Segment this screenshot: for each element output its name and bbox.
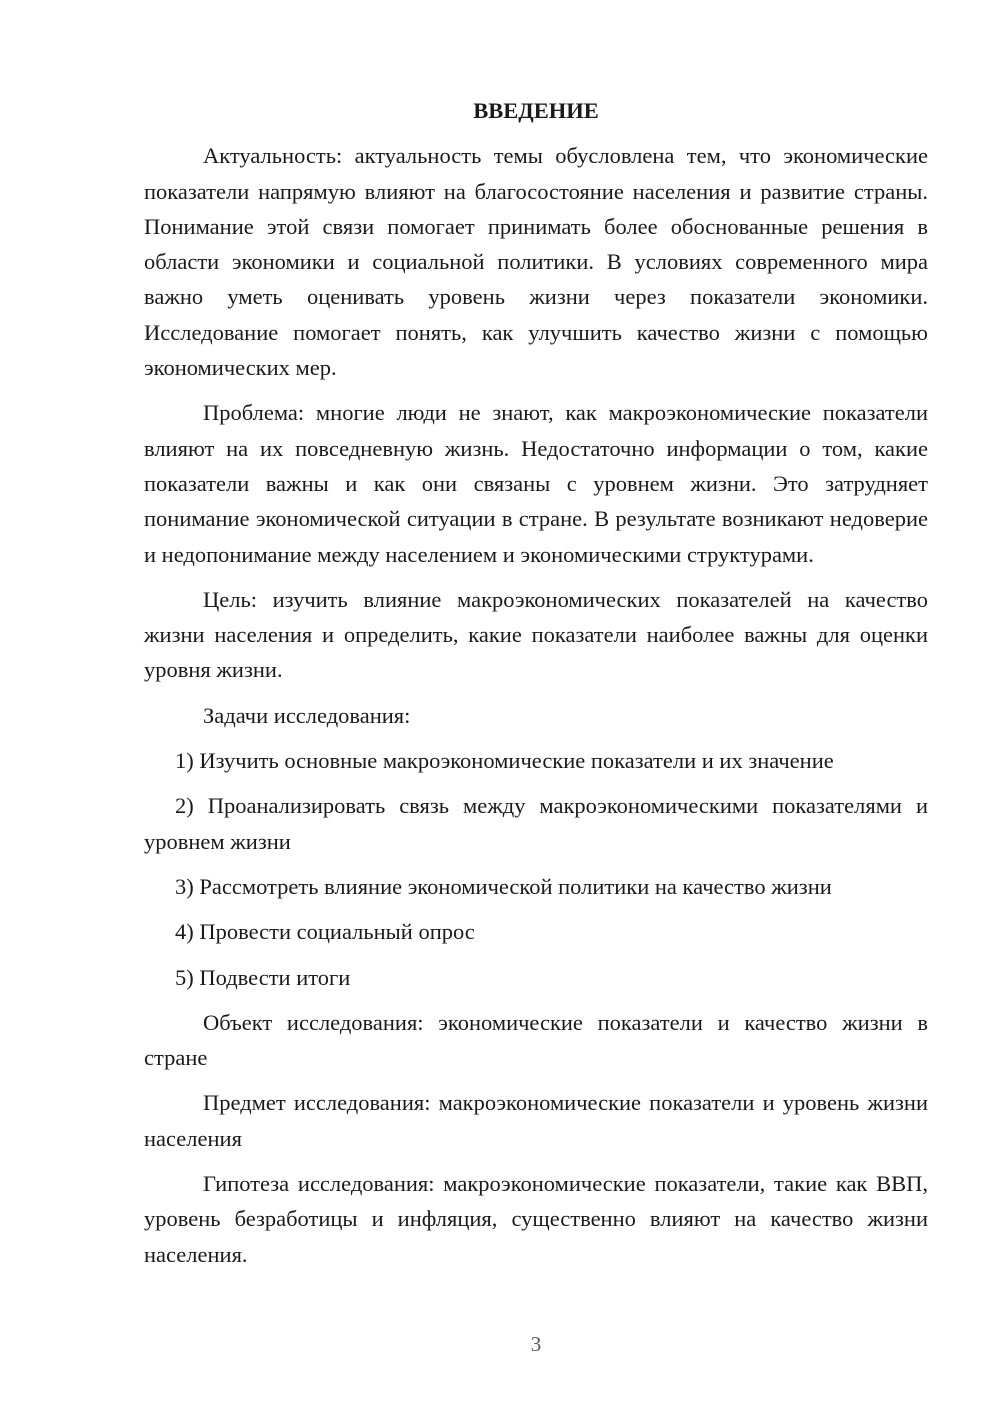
paragraph-goal: Цель: изучить влияние макроэкономических показателей на качество жизни населения и определить, какие показатели наиболее важны для оценки уровня жизни. (144, 586, 928, 683)
paragraph-hypothesis: Гипотеза исследования: макроэкономические показатели, такие как ВВП, уровень безработицы и инфляция, существенно влияют на качество жизни населения. (144, 1171, 928, 1267)
page-content (144, 93, 928, 1282)
task-item-5: 5) Подвести итоги (175, 964, 351, 990)
paragraph-subject: Предмет исследования: макроэкономические показатели и уровень жизни населения (144, 1090, 928, 1151)
task-item-2: 2) Проанализировать связь между макроэкономическими показателями и уровнем жизни (144, 793, 928, 854)
paragraph-object: Объект исследования: экономические показатели и качество жизни в стране (144, 1009, 928, 1071)
task-item-3: 3) Рассмотреть влияние экономической политики на качество жизни (175, 873, 832, 899)
page-title: ВВЕДЕНИЕ (473, 98, 599, 123)
task-item-1: 1) Изучить основные макроэкономические показатели и их значение (175, 748, 834, 774)
task-item-4: 4) Провести социальный опрос (175, 919, 475, 945)
paragraph-relevance: Актуальность: актуальность темы обусловлена тем, что экономические показатели напрямую влияют на благосостояние населения и развитие страны. Понимание этой связи помогает принимать более обоснованные решения в области экономики и социальной политики. В условиях современного мира важно уметь оценивать уровень жизни через показатели экономики. Исследование помогает понять, как улучшить качество жизни с помощью экономических мер. (144, 143, 928, 381)
page-number: 3 (530, 1332, 542, 1356)
tasks-heading: Задачи исследования: (203, 702, 411, 728)
paragraph-problem: Проблема: многие люди не знают, как макроэкономические показатели влияют на их повседневную жизнь. Недостаточно информации о том, какие показатели важны и как они связаны с уровнем жизни. Это затрудняет понимание экономической ситуации в стране. В результате возникают недоверие и недопонимание между населением и экономическими структурами. (144, 400, 928, 567)
